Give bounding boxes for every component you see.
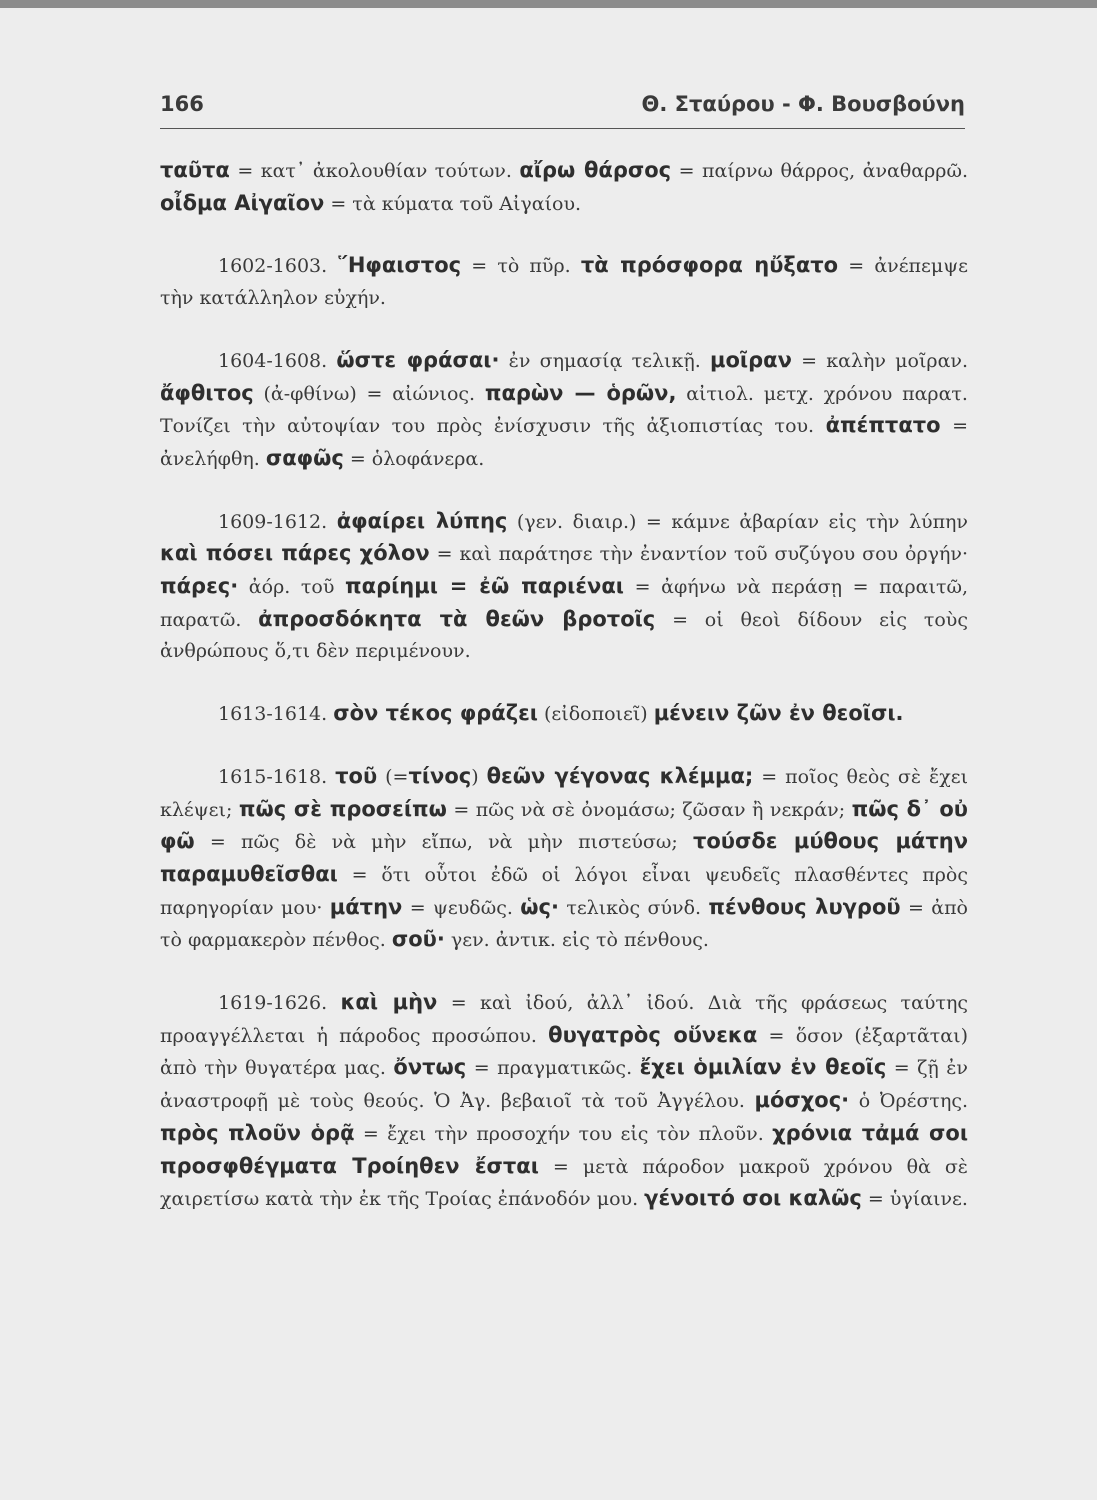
gloss-text: = κατ᾽ ἀκολουθίαν τούτων.	[229, 160, 520, 182]
commentary-paragraph	[160, 155, 968, 220]
lemma-term: οἶδμα Αἰγαῖον	[160, 190, 325, 215]
gloss-text: = τὰ κύματα τοῦ Αἰγαίου.	[324, 192, 582, 215]
commentary-paragraph	[160, 250, 968, 314]
gloss-text: = ἀνέπεμψε τὴν κατάλληλον εὐχήν.	[160, 255, 968, 310]
gloss-text: = μετὰ πάροδον μακροῦ χρόνου θὰ σὲ χαιρετίσω κατὰ τὴν ἐκ τῆς Τροίας ἐπάνοδόν μου.	[160, 1155, 969, 1211]
gloss-text: = ὑγίαινε.	[861, 1188, 968, 1211]
page-header	[160, 92, 965, 129]
lemma-term: καὶ μὴν	[340, 990, 438, 1015]
lemma-term: ὥστε φράσαι·	[336, 347, 500, 372]
gloss-text: = καὶ ἰδού, ἀλλ᾽ ἰδού. Διὰ τῆς φράσεως ταύτης προαγγέλλεται ἡ πάροδος προσώπου.	[160, 992, 968, 1047]
commentary-paragraph	[160, 987, 968, 1216]
scan-top-edge	[0, 0, 1097, 8]
lemma-term: ὡς·	[520, 894, 559, 919]
lemma-term: χρόνια τἀμά σοι προσφθέγματα Τροίηθεν ἔσται	[160, 1120, 969, 1178]
lemma-term: παρίημι = ἐῶ παριέναι	[345, 574, 624, 599]
commentary-paragraph	[160, 506, 968, 669]
gloss-text: (εἰδοποιεῖ)	[537, 703, 654, 726]
lemma-term: ὄντως	[393, 1055, 467, 1080]
gloss-text: = ἔχει τὴν προσοχήν του εἰς τὸν πλοῦν.	[354, 1122, 773, 1145]
lemma-term: μένειν ζῶν ἐν θεοῖσι.	[653, 701, 904, 726]
gloss-text: 1613-1614.	[218, 703, 334, 726]
gloss-text: = καὶ παράτησε τὴν ἐναντίον τοῦ συζύγου σου ὀργήν·	[429, 543, 968, 566]
lemma-term: πένθους λυγροῦ	[708, 894, 901, 919]
lemma-term: τὰ πρόσφορα ηὔξατο	[580, 253, 839, 278]
lemma-term: τοῦ	[335, 763, 378, 788]
commentary-paragraph	[160, 698, 968, 731]
gloss-text: = πῶς νὰ σὲ ὀνομάσω; ζῶσαν ἢ νεκράν;	[446, 798, 852, 821]
gloss-text: (=	[377, 765, 409, 788]
gloss-text: 1615-1618.	[218, 765, 336, 788]
gloss-text: = ψευδῶς.	[402, 896, 521, 919]
lemma-term: σαφῶς	[265, 445, 344, 470]
gloss-text: 1604-1608.	[218, 349, 337, 372]
gloss-text: = ἀπὸ τὸ φαρμακερὸν πένθος.	[160, 896, 968, 952]
commentary-paragraph	[160, 345, 968, 476]
lemma-term: μάτην	[329, 894, 403, 919]
gloss-text: τελικὸς σύνδ.	[558, 896, 709, 919]
gloss-text: (γεν. διαιρ.) = κάμνε ἀβαρίαν εἰς τὴν λύπην	[507, 510, 968, 533]
lemma-term: τούσδε μύθους μάτην παραμυθεῖσθαι	[160, 829, 969, 886]
gloss-text: 1619-1626.	[218, 992, 341, 1015]
gloss-text: = ὅτι οὗτοι ἐδῶ οἱ λόγοι εἶναι ψευδεῖς πλασθέντες πρὸς παρηγορίαν μου·	[160, 863, 968, 919]
page-number: 166	[160, 92, 204, 116]
gloss-text: 1609-1612.	[218, 510, 337, 533]
lemma-term: ἔχει ὁμιλίαν ἐν θεοῖς	[639, 1055, 887, 1080]
lemma-term: γένοιτό σοι καλῶς	[644, 1186, 862, 1211]
commentary-body	[160, 155, 968, 1246]
lemma-term: ῞Ηφαιστος	[337, 253, 462, 278]
gloss-text: ἀόρ. τοῦ	[238, 576, 346, 599]
lemma-term: μοῖραν	[710, 347, 792, 372]
lemma-term: πῶς σὲ προσείπω	[238, 796, 447, 821]
gloss-text: = ἀνελήφθη.	[160, 415, 968, 470]
gloss-text: ἐν σημασίᾳ τελικῇ.	[499, 349, 711, 372]
gloss-text: = παίρνω θάρρος, ἀναθαρρῶ.	[671, 160, 969, 182]
gloss-text: = ὁλοφάνερα.	[343, 447, 485, 470]
lemma-term: σοῦ·	[391, 927, 445, 952]
lemma-term: πάρες·	[160, 574, 239, 599]
lemma-term: ἀπροσδόκητα τὰ θεῶν βροτοῖς	[258, 606, 656, 631]
lemma-term: ἀπέπτατο	[825, 413, 941, 438]
lemma-term: καὶ πόσει πάρες χόλον	[160, 541, 430, 566]
lemma-term: θυγατρὸς οὕνεκα	[548, 1022, 758, 1047]
lemma-term: αἴρω θάρσος	[519, 158, 672, 182]
commentary-paragraph	[160, 761, 968, 957]
gloss-text: = πῶς δὲ νὰ μὴν εἴπω, νὰ μὴν πιστεύσω;	[194, 831, 693, 854]
lemma-term: ἄφθιτος	[160, 380, 254, 405]
lemma-term: τίνος	[408, 763, 472, 788]
gloss-text: (ἀ-φθίνω) = αἰώνιος.	[253, 382, 485, 405]
gloss-text: = οἱ θεοὶ δίδουν εἰς τοὺς ἀνθρώπους ὅ,τι δὲν περιμένουν.	[160, 608, 969, 663]
gloss-text: = ζῇ ἐν ἀναστροφῇ μὲ τοὺς θεούς. Ὁ Ἀγ. βεβαιοῖ τὰ τοῦ Ἀγγέλου.	[160, 1057, 968, 1113]
running-head: Θ. Σταύρου - Φ. Βουσβούνη	[641, 92, 965, 116]
lemma-term: παρὼν — ὁρῶν,	[484, 380, 677, 405]
lemma-term: θεῶν γέγονας κλέμμα;	[486, 763, 754, 788]
gloss-text: = τὸ πῦρ.	[461, 255, 581, 278]
gloss-text: αἰτιολ. μετχ. χρόνου παρατ. Τονίζει τὴν αὐτοψίαν του πρὸς ἐνίσχυσιν τῆς ἀξιοπιστίας του.	[160, 382, 968, 438]
lemma-term: πῶς δ᾽ οὐ φῶ	[160, 796, 968, 854]
gloss-text: γεν. ἀντικ. εἰς τὸ πένθους.	[444, 929, 709, 952]
gloss-text: = ὅσον (ἐξαρτᾶται) ἀπὸ τὴν θυγατέρα μας.	[160, 1024, 968, 1080]
gloss-text: )	[471, 765, 487, 788]
gloss-text: ὁ Ὀρέστης.	[849, 1090, 969, 1113]
lemma-term: μόσχος·	[754, 1088, 850, 1113]
gloss-text: = ποῖος θεὸς σὲ ἔχει κλέψει;	[160, 765, 969, 821]
gloss-text: = ἀφήνω νὰ περάσῃ = παραιτῶ, παρατῶ.	[160, 576, 968, 631]
gloss-text: 1602-1603.	[218, 255, 338, 278]
gloss-text: = πραγματικῶς.	[466, 1057, 640, 1080]
lemma-term: πρὸς πλοῦν ὁρᾷ	[160, 1120, 355, 1145]
lemma-term: ἀφαίρει λύπης	[336, 508, 508, 533]
gloss-text: = καλὴν μοῖραν.	[791, 349, 968, 372]
lemma-term: σὸν τέκος φράζει	[333, 701, 538, 726]
lemma-term: ταῦτα	[160, 158, 230, 182]
